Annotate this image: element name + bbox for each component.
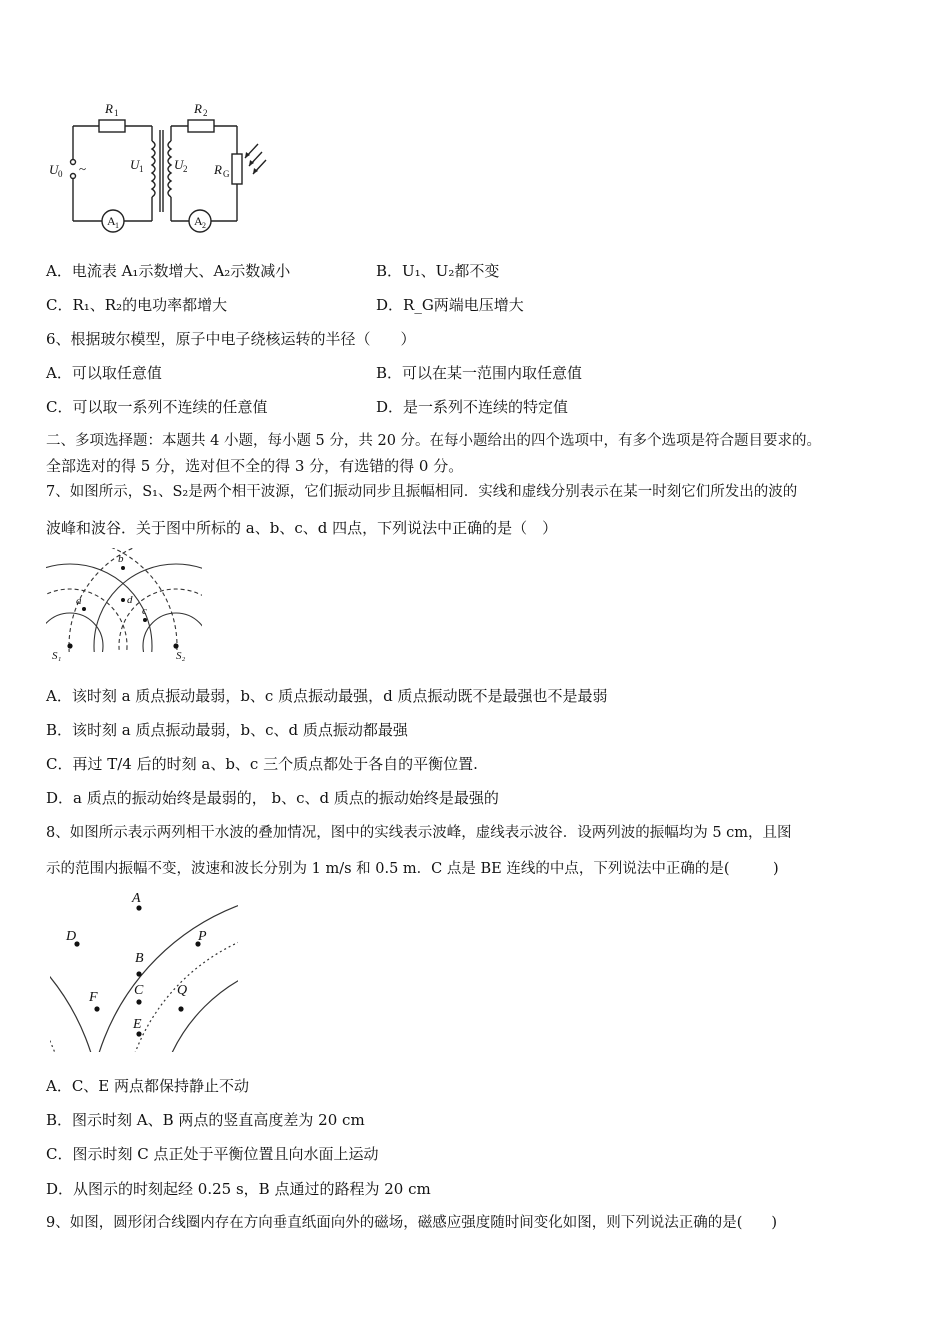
q8-stem-line2: 示的范围内振幅不变，波速和波长分别为 1 m/s 和 0.5 m．C 点是 BE 连线的中点，下列说法中正确的是( ) [46, 861, 779, 877]
point-c [143, 618, 147, 622]
point-c-label: c [142, 605, 147, 617]
q7-option-c: C．再过 T/4 后的时刻 a、b、c 三个质点都处于各自的平衡位置. [46, 755, 478, 773]
label-P: P [198, 929, 207, 944]
ammeter-a2-label: A [194, 214, 203, 228]
point-F [94, 1006, 99, 1011]
svg-text:0: 0 [58, 169, 63, 179]
point-d-label: d [127, 594, 133, 606]
q7-stem-line1: 7、如图所示，S₁、S₂是两个相干波源，它们振动同步且振幅相同．实线和虚线分别表示在某一时刻它们所发出的波的 [46, 484, 798, 500]
transformer-circuit-figure [44, 96, 274, 236]
q8-option-c: C．图示时刻 C 点正处于平衡位置且向水面上运动 [46, 1145, 379, 1163]
point-E [136, 1031, 141, 1036]
ammeter-a1-label: A [107, 214, 116, 228]
q9-stem: 9、如图，圆形闭合线圈内存在方向垂直纸面向外的磁场，磁感应强度随时间变化如图，则下列说法正确的是( ) [46, 1215, 778, 1231]
point-Q [178, 1006, 183, 1011]
q6-option-c: C．可以取一系列不连续的任意值 [46, 398, 268, 416]
q8-water-wave-figure [50, 884, 238, 1054]
svg-text:2: 2 [183, 164, 188, 174]
svg-text:1: 1 [115, 221, 119, 230]
q5-option-d: D．R_G两端电压增大 [376, 296, 524, 314]
q5-option-c: C．R₁、R₂的电功率都增大 [46, 296, 228, 314]
svg-text:2: 2 [203, 108, 208, 118]
q7-stem-line2: 波峰和波谷．关于图中所标的 a、b、c、d 四点，下列说法中正确的是（ ） [46, 519, 558, 537]
q6-option-a: A．可以取任意值 [46, 364, 162, 382]
svg-text:G: G [223, 169, 230, 179]
svg-text:~: ~ [79, 161, 87, 176]
q8-stem-line1: 8、如图所示表示两列相干水波的叠加情况，图中的实线表示波峰，虚线表示波谷．设两列波的振幅均为 5 cm，且图 [46, 825, 792, 841]
section2-heading-line2: 全部选对的得 5 分，选对但不全的得 3 分，有选错的得 0 分。 [46, 457, 464, 475]
section2-heading-line1: 二、多项选择题：本题共 4 小题，每小题 5 分，共 20 分。在每小题给出的四个选项中，有多个选项是符合题目要求的。 [46, 433, 822, 449]
label-D: D [66, 929, 77, 944]
point-C [136, 999, 141, 1004]
label-A: A [132, 891, 141, 906]
q8-option-b: B．图示时刻 A、B 两点的竖直高度差为 20 cm [46, 1111, 365, 1129]
u1-label: U [130, 157, 140, 172]
q5-option-a: A．电流表 A₁示数增大、A₂示数减小 [46, 262, 291, 280]
s1-label: S₁ [52, 650, 62, 662]
q6-stem: 6、根据玻尔模型，原子中电子绕核运转的半径（ ） [46, 330, 416, 348]
r1-label: R [105, 101, 113, 116]
point-b [121, 566, 125, 570]
point-B [136, 971, 141, 976]
q7-wave-interference-figure [46, 548, 202, 664]
label-F: F [89, 990, 98, 1005]
svg-text:1: 1 [139, 164, 144, 174]
q8-option-a: A．C、E 两点都保持静止不动 [46, 1077, 250, 1095]
q6-option-b: B．可以在某一范围内取任意值 [376, 364, 583, 382]
point-d [121, 598, 125, 602]
q8-option-d: D．从图示的时刻起经 0.25 s，B 点通过的路程为 20 cm [46, 1180, 431, 1198]
svg-text:1: 1 [114, 108, 119, 118]
u0-label: U [49, 162, 59, 177]
point-b-label: b [118, 553, 124, 565]
s2-source-point [173, 643, 178, 648]
q7-option-d: D．a 质点的振动始终是最弱的， b、c、d 质点的振动始终是最强的 [46, 789, 499, 807]
point-A [136, 905, 141, 910]
q7-option-b: B．该时刻 a 质点振动最弱，b、c、d 质点振动都最强 [46, 721, 408, 739]
q5-option-b: B．U₁、U₂都不变 [376, 262, 500, 280]
point-a-label: a [76, 595, 82, 607]
svg-text:2: 2 [202, 221, 206, 230]
u2-label: U [174, 157, 184, 172]
r2-label: R [194, 101, 202, 116]
label-Q: Q [177, 983, 188, 998]
label-C: C [134, 983, 144, 998]
label-B: B [135, 951, 144, 966]
rg-label: R [214, 162, 222, 177]
s2-label: S₂ [176, 650, 186, 662]
point-a [82, 607, 86, 611]
label-E: E [133, 1017, 142, 1032]
q6-option-d: D．是一系列不连续的特定值 [376, 398, 569, 416]
q7-option-a: A．该时刻 a 质点振动最弱，b、c 质点振动最强，d 质点振动既不是最强也不是最弱 [46, 687, 608, 705]
s1-source-point [67, 643, 72, 648]
